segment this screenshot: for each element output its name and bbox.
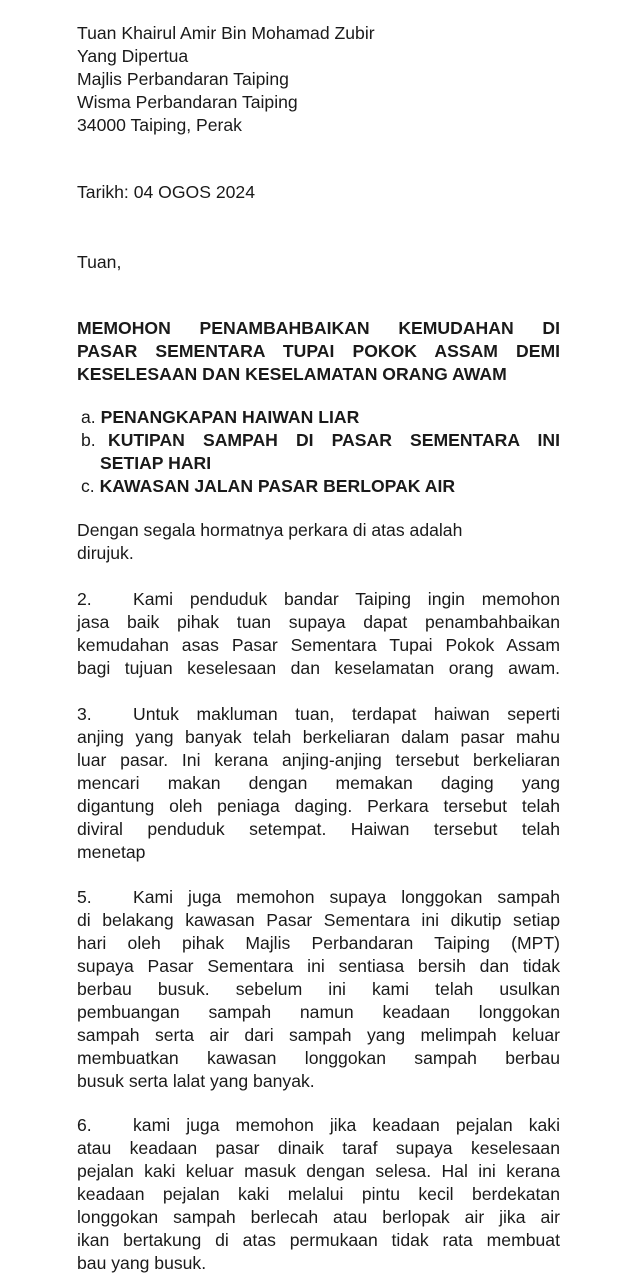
paragraph-line: di belakang kawasan Pasar Sementara ini dikutip setiap	[77, 910, 560, 930]
paragraph-line: menetap	[77, 842, 146, 862]
paragraph-line: atau keadaan pasar dinaik taraf supaya keselesaan	[77, 1138, 560, 1158]
paragraph-line: busuk serta lalat yang banyak.	[77, 1071, 315, 1091]
paragraph-line: anjing yang banyak telah berkeliaran dalam pasar mahu	[77, 727, 560, 747]
list-marker: c.	[81, 476, 95, 496]
paragraph-line: mencari makan dengan memakan daging yang	[77, 773, 560, 793]
address-line: Tuan Khairul Amir Bin Mohamad Zubir	[77, 23, 375, 43]
address-line: Yang Dipertua	[77, 46, 189, 66]
paragraph-line: diviral penduduk setempat. Haiwan tersebut telah	[77, 819, 560, 839]
paragraph-line: keadaan pejalan kaki melalui pintu kecil berdekatan	[77, 1184, 560, 1204]
paragraph-line: jasa baik pihak tuan supaya dapat penambahbaikan	[77, 612, 560, 632]
paragraph-line: membuatkan kawasan longgokan sampah berbau	[77, 1048, 560, 1068]
paragraph-line: 5. Kami juga memohon supaya longgokan sampah	[77, 887, 560, 907]
list-marker: b.	[81, 430, 96, 450]
paragraph-line: bagi tujuan keselesaan dan keselamatan orang awam.	[77, 658, 560, 678]
paragraph-line: digantung oleh peniaga daging. Perkara tersebut telah	[77, 796, 560, 816]
address-line: 34000 Taiping, Perak	[77, 115, 242, 135]
paragraph-line: hari oleh pihak Majlis Perbandaran Taiping (MPT)	[77, 933, 560, 953]
paragraph-number: 2.	[77, 589, 92, 609]
paragraph-line: supaya Pasar Sementara ini sentiasa bersih dan tidak	[77, 956, 560, 976]
paragraph-line: berbau busuk. sebelum ini kami telah usulkan	[77, 979, 560, 999]
paragraph-line: pejalan kaki keluar masuk dengan selesa. Hal ini kerana	[77, 1161, 560, 1181]
paragraph-line: Dengan segala hormatnya perkara di atas adalah	[77, 520, 463, 540]
paragraph-number: 5.	[77, 887, 92, 907]
paragraph-line: bau yang busuk.	[77, 1253, 207, 1273]
paragraph-line: 6. kami juga memohon jika keadaan pejalan kaki	[77, 1115, 560, 1135]
paragraph-number: 3.	[77, 704, 92, 724]
paragraph-line: pembuangan sampah namun keadaan longgokan	[77, 1002, 560, 1022]
subject-line: PASAR SEMENTARA TUPAI POKOK ASSAM DEMI	[77, 341, 560, 361]
list-item	[81, 475, 455, 498]
list-marker: a.	[81, 407, 96, 427]
list-item-text: KUTIPAN SAMPAH DI PASAR SEMENTARA INI	[108, 430, 560, 450]
list-item-text: SETIAP HARI	[100, 453, 212, 473]
paragraph-line: 3. Untuk makluman tuan, terdapat haiwan seperti	[77, 704, 560, 724]
list-item	[81, 406, 359, 429]
address-line: Majlis Perbandaran Taiping	[77, 69, 289, 89]
paragraph-line: sampah serta air dari sampah yang melimpah keluar	[77, 1025, 560, 1045]
list-item-text: PENANGKAPAN HAIWAN LIAR	[100, 407, 360, 427]
letter-date: Tarikh: 04 OGOS 2024	[77, 182, 255, 202]
paragraph-line: kemudahan asas Pasar Sementara Tupai Pokok Assam	[77, 635, 560, 655]
paragraph-number: 6.	[77, 1115, 92, 1135]
subject-line: MEMOHON PENAMBAHBAIKAN KEMUDAHAN DI	[77, 318, 560, 338]
paragraph-line: dirujuk.	[77, 543, 134, 563]
paragraph-line: longgokan sampah berlecah atau berlopak air jika air	[77, 1207, 560, 1227]
paragraph-line: ikan bertakung di atas permukaan tidak rata membuat	[77, 1230, 560, 1250]
paragraph-line: 2. Kami penduduk bandar Taiping ingin memohon	[77, 589, 560, 609]
address-line: Wisma Perbandaran Taiping	[77, 92, 298, 112]
list-item-text: KAWASAN JALAN PASAR BERLOPAK AIR	[99, 476, 456, 496]
paragraph-line: luar pasar. Ini kerana anjing-anjing tersebut berkeliaran	[77, 750, 560, 770]
salutation: Tuan,	[77, 252, 122, 272]
subject-line: KESELESAAN DAN KESELAMATAN ORANG AWAM	[77, 364, 507, 384]
